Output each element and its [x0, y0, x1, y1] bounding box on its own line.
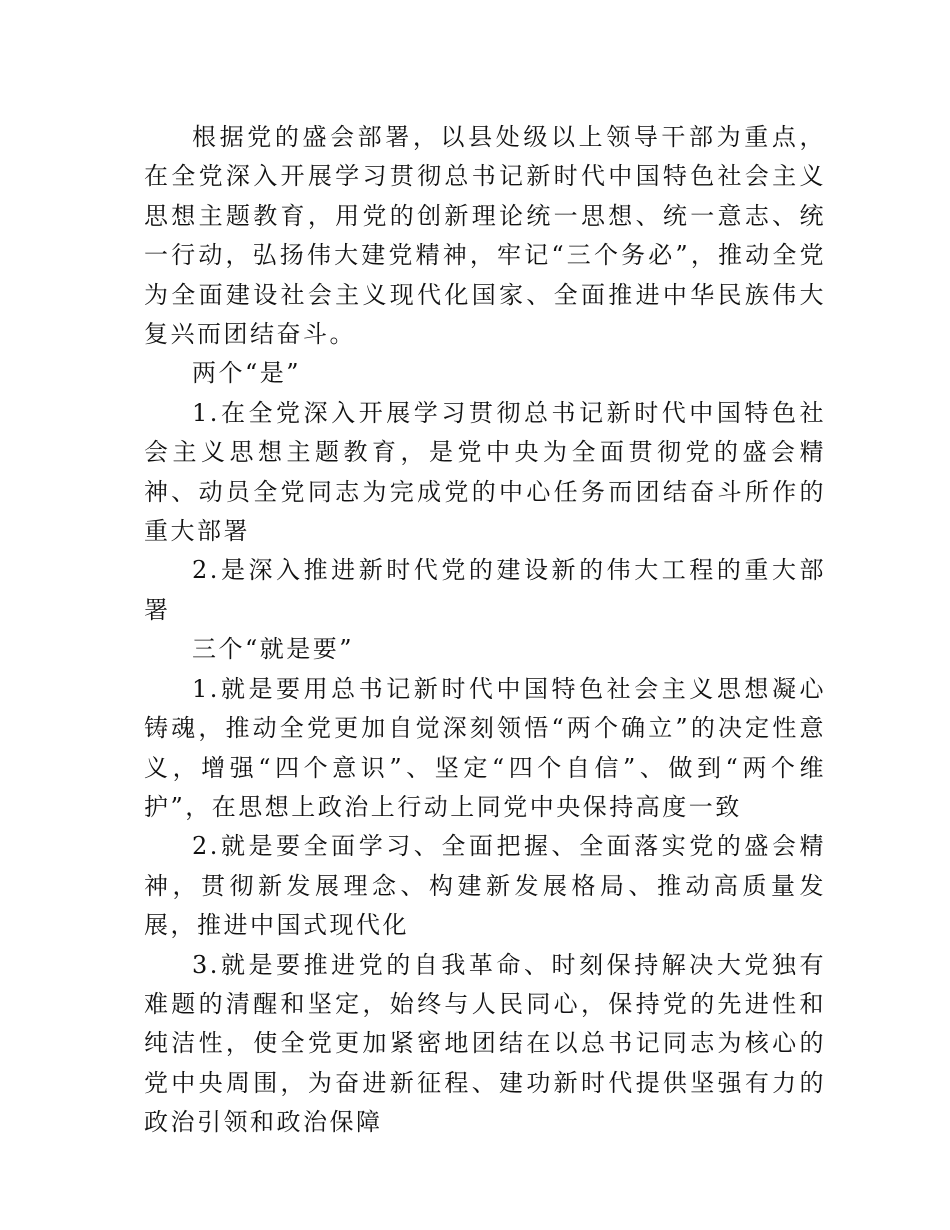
paragraph-is-2: 2.是深入推进新时代党的建设新的伟大工程的重大部署 [144, 556, 826, 624]
document-body [144, 118, 826, 1143]
paragraph-intro: 根据党的盛会部署，以县处级以上领导干部为重点，在全党深入开展学习贯彻总书记新时代中国特色社会主义思想主题教育，用党的创新理论统一思想、统一意志、统一行动，弘扬伟大建党精神，牢记“三个务必”，推动全党为全面建设社会主义现代化国家、全面推进中华民族伟大复兴而团结奋斗。 [144, 123, 826, 349]
paragraph-must-3: 3.就是要推进党的自我革命、时刻保持解决大党独有难题的清醒和坚定，始终与人民同心，保持党的先进性和纯洁性，使全党更加紧密地团结在以总书记同志为核心的党中央周围，为奋进新征程、建功新时代提供坚强有力的政治引领和政治保障 [144, 950, 826, 1137]
heading-three-must: 三个“就是要” [192, 635, 355, 664]
heading-two-is: 两个“是” [192, 359, 302, 388]
paragraph-must-1: 1.就是要用总书记新时代中国特色社会主义思想凝心铸魂，推动全党更加自觉深刻领悟“两个确立”的决定性意义，增强“四个意识”、坚定“四个自信”、做到“两个维护”，在思想上政治上行动上同党中央保持高度一致 [144, 674, 826, 821]
paragraph-must-2: 2.就是要全面学习、全面把握、全面落实党的盛会精神，贯彻新发展理念、构建新发展格局、推动高质量发展，推进中国式现代化 [144, 832, 826, 940]
paragraph-is-1: 1.在全党深入开展学习贯彻总书记新时代中国特色社会主义思想主题教育，是党中央为全面贯彻党的盛会精神、动员全党同志为完成党的中心任务而团结奋斗所作的重大部署 [144, 398, 826, 546]
